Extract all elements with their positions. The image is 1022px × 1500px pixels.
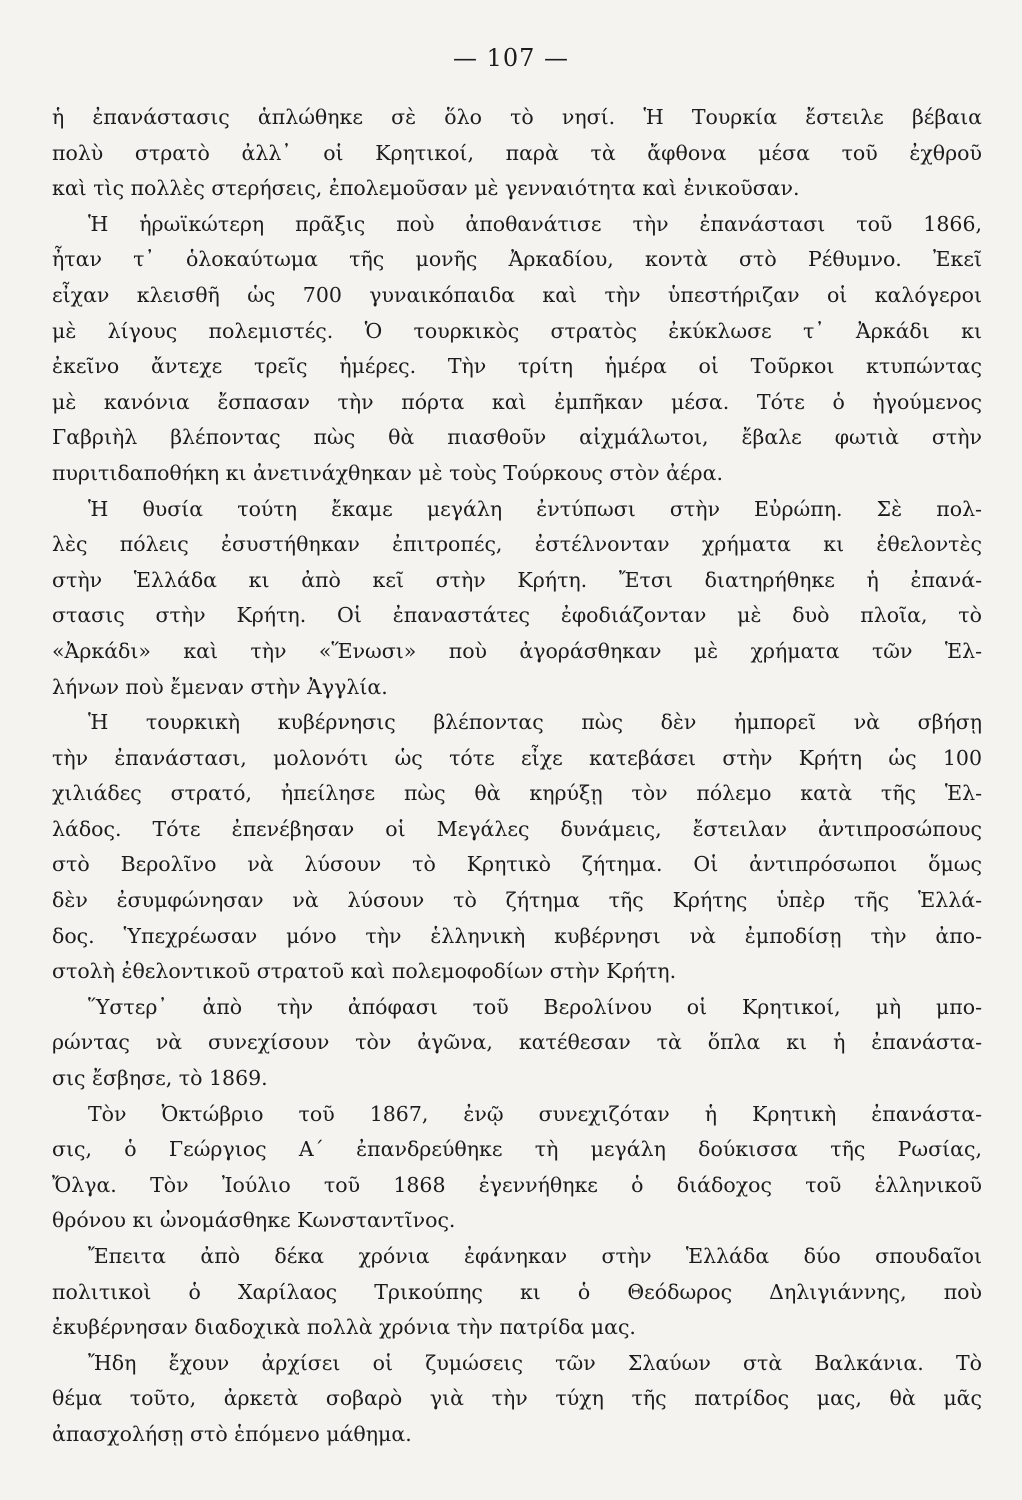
text-line: Ἡ τουρκικὴ κυβέρνησις βλέποντας πὼς δὲν ἠμπορεῖ νὰ σβήσῃ <box>88 710 982 735</box>
text-line: δὲν ἐσυμφώνησαν νὰ λύσουν τὸ ζήτημα τῆς Κρήτης ὑπὲρ τῆς Ἑλλά- <box>52 888 982 913</box>
paragraph <box>52 100 982 207</box>
text-line: λάδος. Τότε ἐπενέβησαν οἱ Μεγάλες δυνάμεις, ἔστειλαν ἀντιπροσώπους <box>52 816 982 841</box>
text-line: ἐκεῖνο ἄντεχε τρεῖς ἡμέρες. Τὴν τρίτη ἡμέρα οἱ Τοῦρκοι κτυπώντας <box>52 354 982 379</box>
text-line: Ὄλγα. Τὸν Ἰούλιο τοῦ 1868 ἐγεννήθηκε ὁ διάδοχος τοῦ ἑλληνικοῦ <box>52 1172 982 1197</box>
paragraph <box>52 207 982 492</box>
paragraph <box>52 1346 982 1453</box>
paragraph <box>52 990 982 1097</box>
text-line: τὴν ἐπανάστασι, μολονότι ὡς τότε εἶχε κατεβάσει στὴν Κρήτη ὡς 100 <box>52 745 982 770</box>
text-line: ἡ ἐπανάστασις ἁπλώθηκε σὲ ὅλο τὸ νησί. Ἡ Τουρκία ἔστειλε βέβαια <box>52 105 982 129</box>
text-line: Γαβριὴλ βλέποντας πὼς θὰ πιασθοῦν αἰχμάλωτοι, ἔβαλε φωτιὰ στὴν <box>52 425 982 450</box>
text-line: Ἡ θυσία τούτη ἔκαμε μεγάλη ἐντύπωσι στὴν Εὐρώπη. Σὲ πολ- <box>88 496 982 521</box>
text-line: θρόνου κι ὠνομάσθηκε Κωνσταντῖνος. <box>52 1208 456 1233</box>
text-line: μὲ κανόνια ἔσπασαν τὴν πόρτα καὶ ἐμπῆκαν μέσα. Τότε ὁ ἡγούμενος <box>52 389 982 414</box>
text-line: πυριτιδαποθήκη κι ἀνετινάχθηκαν μὲ τοὺς Τούρκους στὸν ἀέρα. <box>52 460 723 485</box>
text-line: καὶ τὶς πολλὲς στερήσεις, ἐπολεμοῦσαν μὲ γενναιότητα καὶ ἐνικοῦσαν. <box>52 176 800 201</box>
text-line: ἐκυβέρνησαν διαδοχικὰ πολλὰ χρόνια τὴν πατρίδα μας. <box>52 1315 636 1340</box>
paragraph <box>52 492 982 706</box>
text-line: στὸ Βερολῖνο νὰ λύσουν τὸ Κρητικὸ ζήτημα. Οἱ ἀντιπρόσωποι ὅμως <box>52 852 982 877</box>
text-line: Ἡ ἡρωϊκώτερη πρᾶξις ποὺ ἀποθανάτισε τὴν ἐπανάστασι τοῦ 1866, <box>88 211 982 236</box>
text-line: πολὺ στρατὸ ἀλλ᾿ οἱ Κρητικοί, παρὰ τὰ ἄφθονα μέσα τοῦ ἐχθροῦ <box>52 140 982 165</box>
text-line: λὲς πόλεις ἐσυστήθηκαν ἐπιτροπές, ἐστέλνονταν χρήματα κι ἐθελοντὲς <box>52 532 982 557</box>
text-line: λήνων ποὺ ἔμεναν στὴν Ἀγγλία. <box>52 674 388 699</box>
text-line: Ἤδη ἔχουν ἀρχίσει οἱ ζυμώσεις τῶν Σλαύων στὰ Βαλκάνια. Τὸ <box>88 1350 982 1375</box>
text-line: στὴν Ἑλλάδα κι ἀπὸ κεῖ στὴν Κρήτη. Ἔτσι διατηρήθηκε ἡ ἐπανά- <box>52 567 982 592</box>
text-line: «Ἀρκάδι» καὶ τὴν «Ἕνωσι» ποὺ ἀγοράσθηκαν μὲ χρήματα τῶν Ἑλ- <box>52 638 982 663</box>
paragraph <box>52 1239 982 1346</box>
text-body <box>52 100 982 1453</box>
text-line: Ὕστερ᾿ ἀπὸ τὴν ἀπόφασι τοῦ Βερολίνου οἱ Κρητικοί, μὴ μπο- <box>88 994 982 1019</box>
text-line: σις, ὁ Γεώργιος Α´ ἐπανδρεύθηκε τὴ μεγάλη δούκισσα τῆς Ρωσίας, <box>52 1137 982 1162</box>
text-line: στασις στὴν Κρήτη. Οἱ ἐπαναστάτες ἐφοδιάζονταν μὲ δυὸ πλοῖα, τὸ <box>52 603 982 628</box>
text-line: θέμα τοῦτο, ἀρκετὰ σοβαρὸ γιὰ τὴν τύχη τῆς πατρίδος μας, θὰ μᾶς <box>52 1386 982 1411</box>
paragraph <box>52 705 982 990</box>
text-line: μὲ λίγους πολεμιστές. Ὁ τουρκικὸς στρατὸς ἐκύκλωσε τ᾿ Ἀρκάδι κι <box>52 318 982 343</box>
text-line: ρώντας νὰ συνεχίσουν τὸν ἀγῶνα, κατέθεσαν τὰ ὅπλα κι ἡ ἐπανάστα- <box>52 1030 982 1055</box>
text-line: πολιτικοὶ ὁ Χαρίλαος Τρικούπης κι ὁ Θεόδωρος Δηλιγιάννης, ποὺ <box>52 1279 982 1304</box>
text-line: χιλιάδες στρατό, ἠπείλησε πὼς θὰ κηρύξῃ τὸν πόλεμο κατὰ τῆς Ἑλ- <box>52 781 982 806</box>
text-line: Τὸν Ὀκτώβριο τοῦ 1867, ἐνῷ συνεχιζόταν ἡ Κρητικὴ ἐπανάστα- <box>88 1101 982 1126</box>
text-line: ἀπασχολήσῃ στὸ ἑπόμενο μάθημα. <box>52 1421 412 1446</box>
text-line: στολὴ ἐθελοντικοῦ στρατοῦ καὶ πολεμοφοδίων στὴν Κρήτη. <box>52 959 677 984</box>
text-line: Ἔπειτα ἀπὸ δέκα χρόνια ἐφάνηκαν στὴν Ἑλλάδα δύο σπουδαῖοι <box>88 1244 982 1268</box>
text-line: δος. Ὑπεχρέωσαν μόνο τὴν ἑλληνικὴ κυβέρνησι νὰ ἐμποδίσῃ τὴν ἀπο- <box>52 923 982 948</box>
paragraph <box>52 1097 982 1239</box>
text-line: εἶχαν κλεισθῆ ὡς 700 γυναικόπαιδα καὶ τὴν ὑπεστήριζαν οἱ καλόγεροι <box>52 282 982 307</box>
text-line: ἦταν τ᾿ ὁλοκαύτωμα τῆς μονῆς Ἀρκαδίου, κοντὰ στὸ Ρέθυμνο. Ἐκεῖ <box>52 247 982 272</box>
page-number: — 107 — <box>452 44 570 72</box>
text-line: σις ἔσβησε, τὸ 1869. <box>52 1066 268 1091</box>
